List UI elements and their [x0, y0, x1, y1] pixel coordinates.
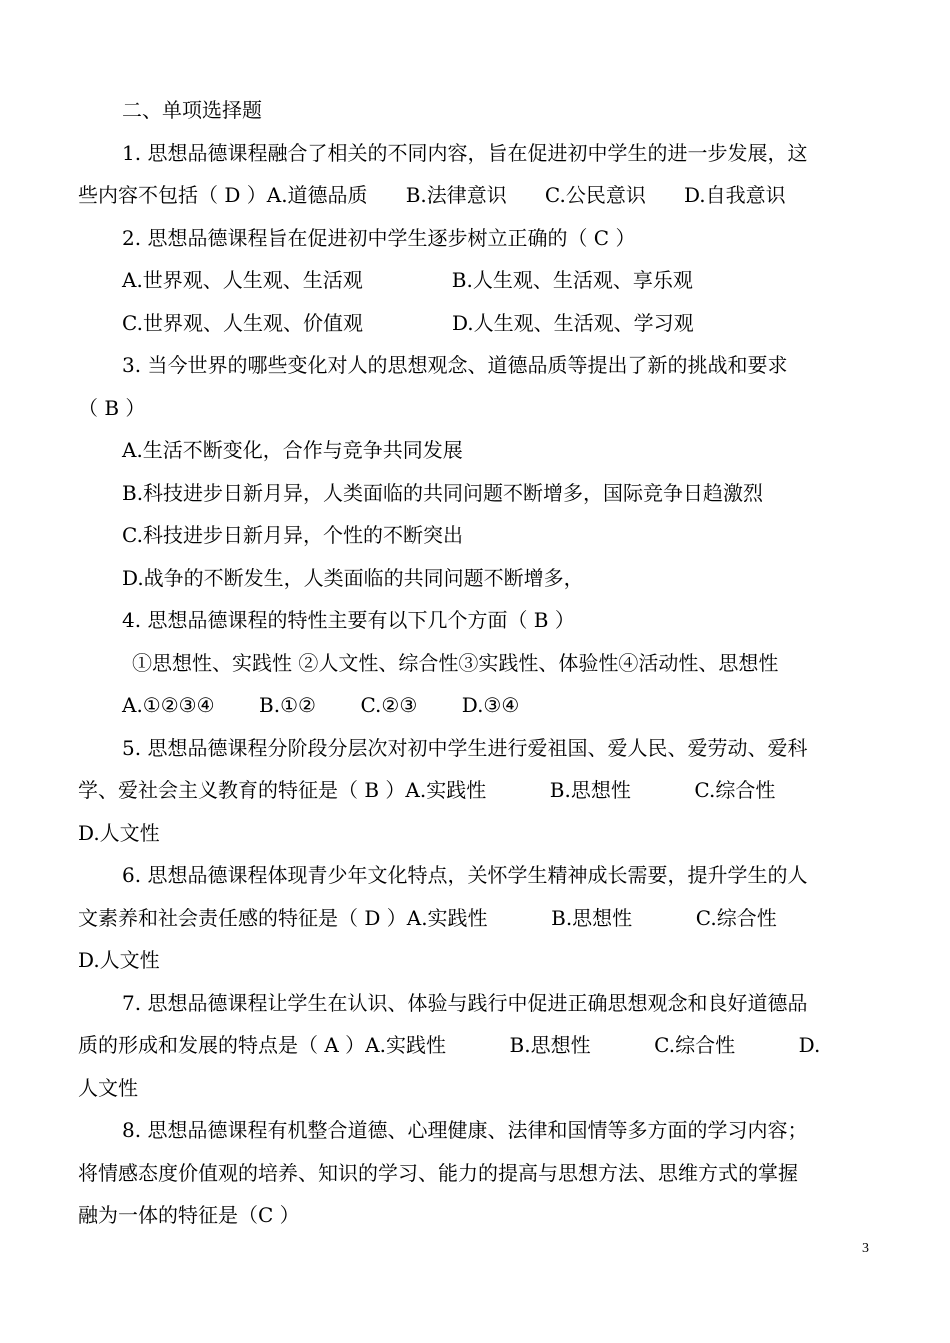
question-3-answer: （ B ）	[78, 396, 146, 420]
question-5-line-2: 学、爱社会主义教育的特征是（ B ）A.实践性 B.思想性 C.综合性	[78, 778, 776, 802]
question-4-options: A.①②③④ B.①② C.②③ D.③④	[122, 693, 520, 717]
question-2-options-row-1: A.世界观、人生观、生活观 B.人生观、生活观、享乐观	[122, 268, 693, 292]
question-3-option-b: B.科技进步日新月异，人类面临的共同问题不断增多，国际竞争日趋激烈	[122, 481, 764, 505]
section-title: 二、单项选择题	[122, 98, 262, 122]
question-2-options-row-2: C.世界观、人生观、价值观 D.人生观、生活观、学习观	[122, 311, 694, 335]
question-7-line-3: 人文性	[78, 1076, 138, 1100]
question-4-statements: ①思想性、实践性 ②人文性、综合性③实践性、体验性④活动性、思想性	[132, 651, 779, 675]
question-5-line-3: D.人文性	[78, 821, 160, 845]
question-3-option-a: A.生活不断变化，合作与竞争共同发展	[122, 438, 463, 462]
question-8-line-3: 融为一体的特征是（C ）	[78, 1203, 300, 1227]
question-3-line-1: 3. 当今世界的哪些变化对人的思想观念、道德品质等提出了新的挑战和要求	[122, 353, 788, 377]
question-4-line-1: 4. 思想品德课程的特性主要有以下几个方面（ B ）	[122, 608, 575, 632]
page-number: 3	[862, 1241, 869, 1256]
question-8-line-2: 将情感态度价值观的培养、知识的学习、能力的提高与思想方法、思维方式的掌握	[78, 1161, 798, 1185]
question-1-line-2: 些内容不包括（ D ）A.道德品质 B.法律意识 C.公民意识 D.自我意识	[78, 183, 786, 207]
question-6-line-2: 文素养和社会责任感的特征是（ D ）A.实践性 B.思想性 C.综合性	[78, 906, 777, 930]
question-6-line-1: 6. 思想品德课程体现青少年文化特点，关怀学生精神成长需要，提升学生的人	[122, 863, 808, 887]
question-3-option-c: C.科技进步日新月异，个性的不断突出	[122, 523, 463, 547]
question-7-line-2: 质的形成和发展的特点是（ A ）A.实践性 B.思想性 C.综合性 D.	[78, 1033, 821, 1057]
question-3-option-d: D.战争的不断发生，人类面临的共同问题不断增多，	[122, 566, 584, 590]
question-8-line-1: 8. 思想品德课程有机整合道德、心理健康、法律和国情等多方面的学习内容；	[122, 1118, 808, 1142]
question-6-line-3: D.人文性	[78, 948, 160, 972]
question-5-line-1: 5. 思想品德课程分阶段分层次对初中学生进行爱祖国、爱人民、爱劳动、爱科	[122, 736, 808, 760]
question-1-line-1: 1. 思想品德课程融合了相关的不同内容，旨在促进初中学生的进一步发展，这	[122, 141, 808, 165]
question-7-line-1: 7. 思想品德课程让学生在认识、体验与践行中促进正确思想观念和良好道德品	[122, 991, 808, 1015]
question-2-line-1: 2. 思想品德课程旨在促进初中学生逐步树立正确的（ C ）	[122, 226, 636, 250]
